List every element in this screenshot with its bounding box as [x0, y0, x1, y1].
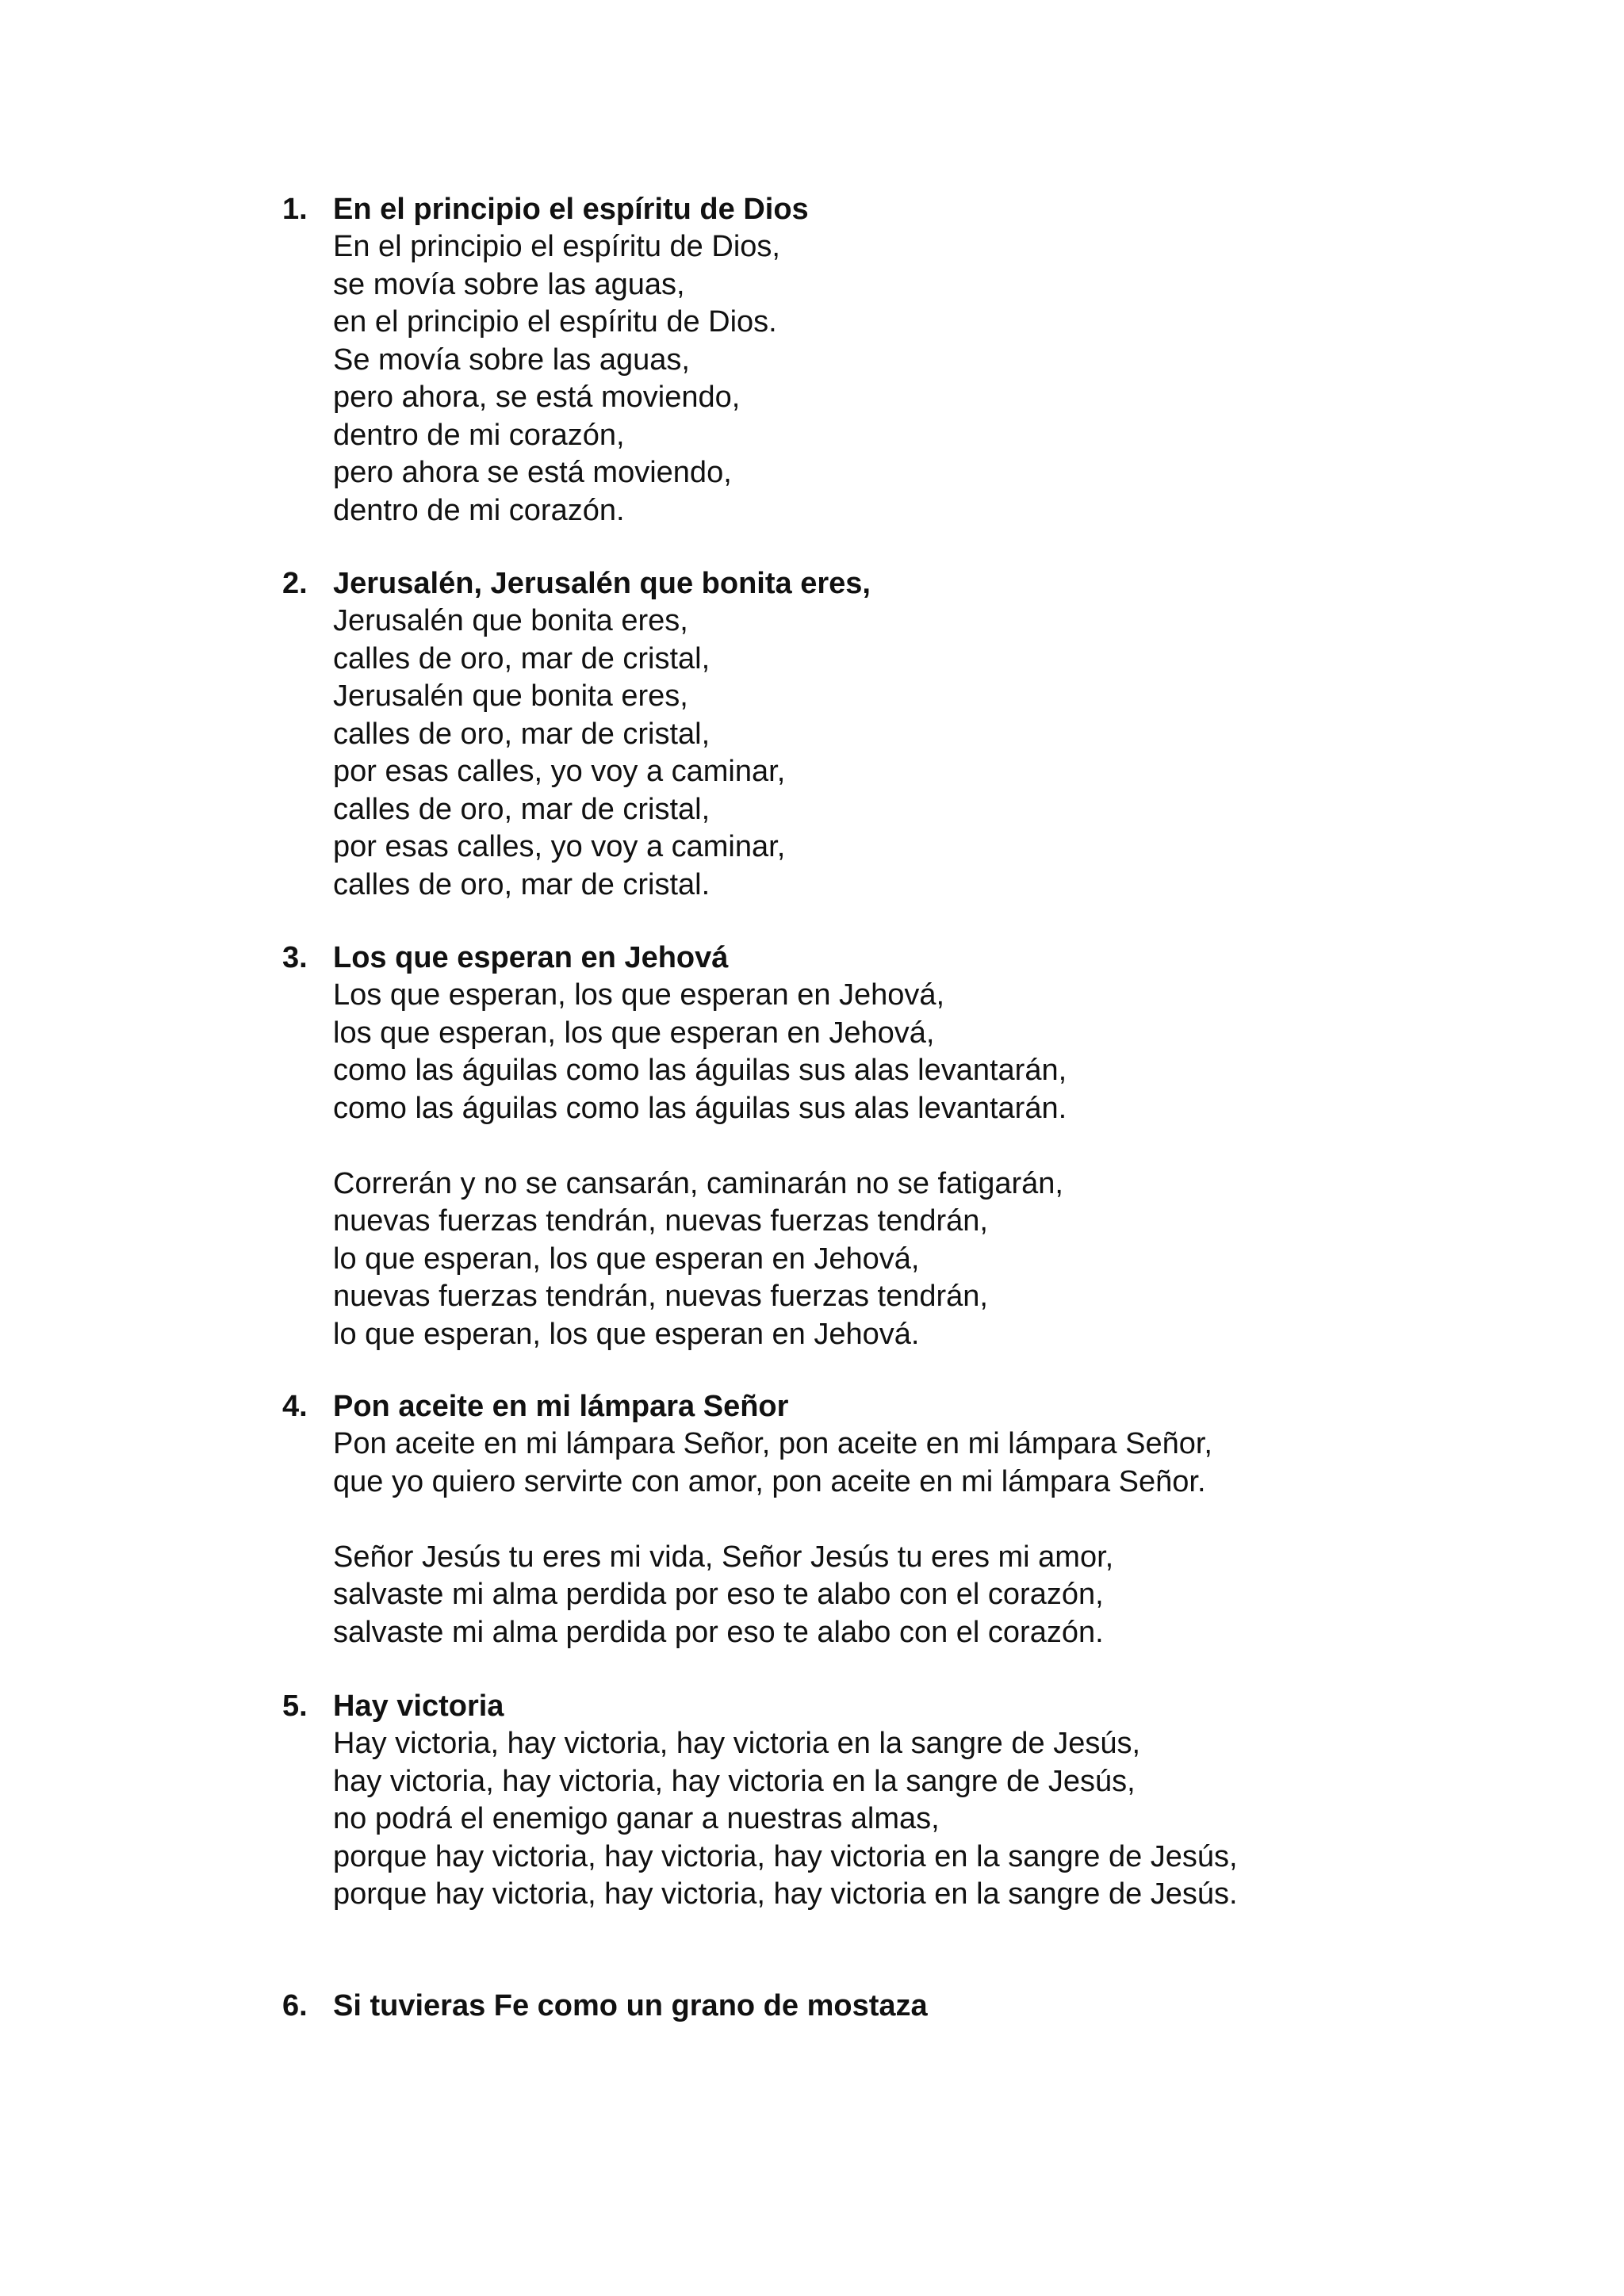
lyric-line: lo que esperan, los que esperan en Jehová. [333, 1317, 920, 1351]
lyric-line: los que esperan, los que esperan en Jehová, [333, 1016, 935, 1050]
song-number: 2. [282, 567, 308, 600]
lyric-line: porque hay victoria, hay victoria, hay victoria en la sangre de Jesús, [333, 1839, 1238, 1873]
song-title: En el principio el espíritu de Dios [333, 193, 809, 226]
song-heading [282, 1987, 1551, 2025]
lyric-line: dentro de mi corazón, [333, 418, 625, 452]
stanza [333, 1539, 1551, 1652]
lyric-line: Los que esperan, los que esperan en Jehová, [333, 978, 945, 1012]
lyric-line: salvaste mi alma perdida por eso te alabo con el corazón. [333, 1615, 1104, 1649]
song-title: Pon aceite en mi lámpara Señor [333, 1390, 789, 1423]
lyric-line: Jerusalén que bonita eres, [333, 604, 688, 637]
stanza [333, 603, 1551, 904]
lyric-line: salvaste mi alma perdida por eso te alabo con el corazón, [333, 1578, 1104, 1611]
lyric-line: Correrán y no se cansarán, caminarán no se fatigarán, [333, 1166, 1063, 1200]
lyric-line: dentro de mi corazón. [333, 493, 625, 527]
lyric-line: pero ahora se está moviendo, [333, 456, 732, 489]
lyric-line: porque hay victoria, hay victoria, hay victoria en la sangre de Jesús. [333, 1877, 1238, 1911]
song-4 [282, 1387, 1551, 1651]
lyric-line: Hay victoria, hay victoria, hay victoria en la sangre de Jesús, [333, 1727, 1141, 1760]
lyric-line: calles de oro, mar de cristal, [333, 717, 710, 751]
lyric-line: no podrá el enemigo ganar a nuestras almas, [333, 1802, 940, 1835]
song-title: Hay victoria [333, 1689, 504, 1723]
lyric-line: pero ahora, se está moviendo, [333, 381, 741, 414]
song-title: Jerusalén, Jerusalén que bonita eres, [333, 567, 871, 600]
lyric-line: por esas calles, yo voy a caminar, [333, 755, 786, 788]
song-number: 4. [282, 1390, 308, 1423]
song-1 [282, 190, 1551, 530]
song-heading [282, 1387, 1551, 1425]
song-2 [282, 564, 1551, 904]
lyric-line: Señor Jesús tu eres mi vida, Señor Jesús tu eres mi amor, [333, 1540, 1114, 1574]
stanza [333, 977, 1551, 1127]
stanza [333, 1425, 1551, 1501]
song-heading [282, 190, 1551, 228]
song-3 [282, 939, 1551, 1353]
song-number: 1. [282, 193, 308, 226]
lyric-line: por esas calles, yo voy a caminar, [333, 830, 786, 863]
song-heading [282, 1687, 1551, 1725]
lyric-line: En el principio el espíritu de Dios, [333, 230, 780, 263]
song-heading [282, 564, 1551, 603]
lyric-line: Jerusalén que bonita eres, [333, 679, 688, 713]
lyric-line: como las águilas como las águilas sus alas levantarán, [333, 1054, 1067, 1087]
song-title: Los que esperan en Jehová [333, 941, 729, 974]
song-number: 5. [282, 1689, 308, 1723]
lyric-line: se movía sobre las aguas, [333, 267, 685, 301]
song-6 [282, 1987, 1551, 2025]
lyric-line: Se movía sobre las aguas, [333, 342, 690, 377]
song-heading [282, 939, 1551, 977]
lyric-line: nuevas fuerzas tendrán, nuevas fuerzas tendrán, [333, 1280, 988, 1313]
song-number: 3. [282, 941, 308, 974]
song-number: 6. [282, 1989, 308, 2022]
lyric-line: hay victoria, hay victoria, hay victoria en la sangre de Jesús, [333, 1764, 1136, 1798]
lyric-line: calles de oro, mar de cristal. [333, 867, 710, 901]
lyric-line: como las águilas como las águilas sus alas levantarán. [333, 1091, 1067, 1125]
lyric-line: nuevas fuerzas tendrán, nuevas fuerzas tendrán, [333, 1204, 988, 1238]
song-5 [282, 1687, 1551, 1914]
lyric-line: que yo quiero servirte con amor, pon aceite en mi lámpara Señor. [333, 1464, 1206, 1498]
lyric-line: Pon aceite en mi lámpara Señor, pon aceite en mi lámpara Señor, [333, 1427, 1212, 1460]
song-title: Si tuvieras Fe como un grano de mostaza [333, 1989, 928, 2022]
stanza [333, 228, 1551, 530]
lyric-line: en el principio el espíritu de Dios. [333, 305, 777, 339]
stanza [333, 1725, 1551, 1914]
lyric-line: calles de oro, mar de cristal, [333, 641, 710, 675]
lyric-line: lo que esperan, los que esperan en Jehová, [333, 1242, 920, 1276]
stanza [333, 1165, 1551, 1354]
lyric-line: calles de oro, mar de cristal, [333, 792, 710, 826]
